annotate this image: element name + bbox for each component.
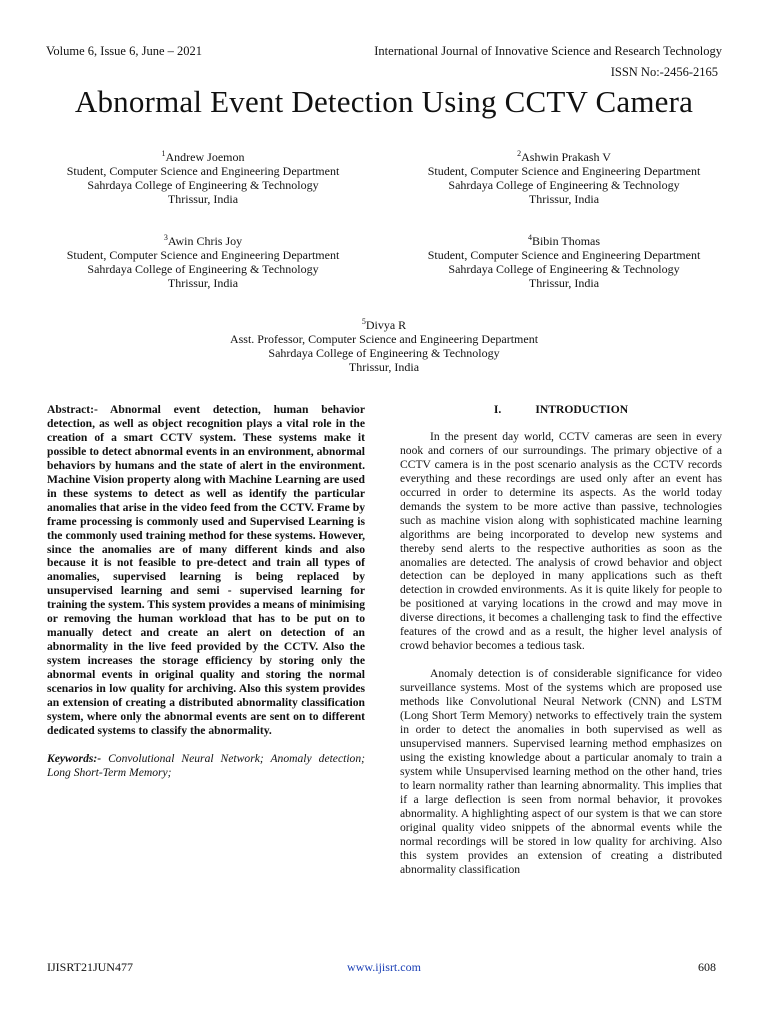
- section-heading: [400, 403, 722, 417]
- paper-title: Abnormal Event Detection Using CCTV Camera: [74, 84, 694, 119]
- author-place: Thrissur, India: [528, 276, 600, 290]
- keywords-label: Keywords:-: [47, 751, 102, 765]
- author-place: Thrissur, India: [528, 192, 600, 206]
- author-college: Sahrdaya College of Engineering & Technology: [87, 178, 319, 192]
- author-number: 4: [527, 233, 532, 242]
- author-college: Sahrdaya College of Engineering & Technology: [448, 262, 680, 276]
- author-place: Thrissur, India: [167, 276, 239, 290]
- author-college: Sahrdaya College of Engineering & Technology: [268, 346, 500, 360]
- author-name: Ashwin Prakash V: [521, 150, 611, 164]
- author-number: 5: [361, 317, 366, 326]
- issn-number: ISSN No:-2456-2165: [610, 65, 718, 79]
- author-college: Sahrdaya College of Engineering & Technology: [448, 178, 680, 192]
- author-name: Awin Chris Joy: [167, 234, 243, 248]
- author-block-5: [214, 318, 554, 374]
- author-place: Thrissur, India: [167, 192, 239, 206]
- journal-volume: Volume 6, Issue 6, June – 2021: [46, 44, 203, 58]
- author-block-3: [33, 234, 373, 290]
- intro-paragraph-1: In the present day world, CCTV cameras are seen in every nook and corners of our surroundings. The primary objective of a CCTV camera is in the post scenario analysis as the CCTV records everything and these recordings are used only after an event has occurred in order to determine its aspects. As the world today demands the system to be more active than passive, technologies such as machine vision along with sophisticated machine learning algorithms are being incorporated to develop new systems and thereby send alerts to the respective authorities as soon as the anomalies are detected. The analysis of crowd behavior and object detection can be deployed in many applications such as theft detection in crowded environments. As it is quite likely for people to be positioned at varying locations in the crowd and may move in diverse directions, it becomes a challenging task to find the effective features of the crowd and as a result, the higher level analysis of crowd behavior becomes a tedious task.: [400, 429, 722, 653]
- author-block-2: [394, 150, 734, 206]
- author-number: 2: [517, 149, 522, 158]
- page-number: 608: [698, 960, 716, 974]
- author-role: Student, Computer Science and Engineering Department: [427, 164, 701, 178]
- author-college: Sahrdaya College of Engineering & Technology: [87, 262, 319, 276]
- author-role: Asst. Professor, Computer Science and Engineering Department: [229, 332, 539, 346]
- paper-code: IJISRT21JUN477: [47, 960, 133, 974]
- section-number: I.: [493, 403, 502, 416]
- keywords: [47, 752, 365, 780]
- journal-url-link[interactable]: www.ijisrt.com: [347, 960, 421, 974]
- abstract-text: Abstract:- Abnormal event detection, human behavior detection, as well as object recognition plays a vital role in the creation of a smart CCTV system. These systems make it possible to detect abnormal events in an environment, abnormal behaviors by humans and the state of alert in the environment. Machine Vision property along with Machine Learning are used in these systems to detect as well as identify the particular anomalies that arise in the video feed from the CCTV. Frame by frame processing is commonly used and Supervised Learning is the commonly used training method for these systems. However, since the anomalies are of many different kinds and also because it is not feasible to pre-detect and train all types of anomalies, supervised learning is being replaced by unsupervised learning and semi - supervised learning for training the system. This system provides a means of minimising or removing the human workload that has to be put on to manually detect and create an alert on detection of an abnormality in the live feed provided by the CCTV. Also the system increases the storage efficiency by storing only the abnormal events in original quality and storing the normal scenarios in low quality for archiving. Also this system provides an extension of creating a distributed abnormality classification system, where only the abnormal events are sent on to different dedicated systems to classify the abnormality.: [47, 403, 365, 737]
- author-name: Andrew Joemon: [165, 150, 245, 164]
- author-place: Thrissur, India: [348, 360, 420, 374]
- author-name: Bibin Thomas: [531, 234, 601, 248]
- author-number: 3: [163, 233, 168, 242]
- section-title: INTRODUCTION: [535, 403, 629, 416]
- journal-name: International Journal of Innovative Science and Research Technology: [374, 44, 722, 58]
- right-column: [400, 403, 722, 877]
- author-block-4: [394, 234, 734, 290]
- author-role: Student, Computer Science and Engineering Department: [66, 248, 340, 262]
- intro-paragraph-2: Anomaly detection is of considerable significance for video surveillance systems. Most of the systems which are proposed use methods like Convolutional Neural Network (CNN) and LSTM (Long Short Term Memory) networks to effectively train the system in order to detect the anomalies in both supervised as well as unsupervised manners. Supervised learning method emphasizes on using the existing knowledge about a particular anomaly to train a system while Unsupervised learning method on the other hand, tries to learn normality rather than learning abnormality. This implies that if a large deflection is seen from normal behavior, it provokes abnormality. A highlighting aspect of our system is that we can store original quality video snippets of the abnormal events while the normal recordings will be stored in low quality for archiving. Also this system provides an extension of creating a distributed abnormality classification: [400, 667, 722, 876]
- keywords-text: Convolutional Neural Network; Anomaly detection; Long Short-Term Memory;: [47, 751, 365, 779]
- author-block-1: [33, 150, 373, 206]
- author-role: Student, Computer Science and Engineering Department: [427, 248, 701, 262]
- author-role: Student, Computer Science and Engineering Department: [66, 164, 340, 178]
- left-column: [47, 403, 365, 780]
- author-name: Divya R: [365, 318, 407, 332]
- author-number: 1: [161, 149, 166, 158]
